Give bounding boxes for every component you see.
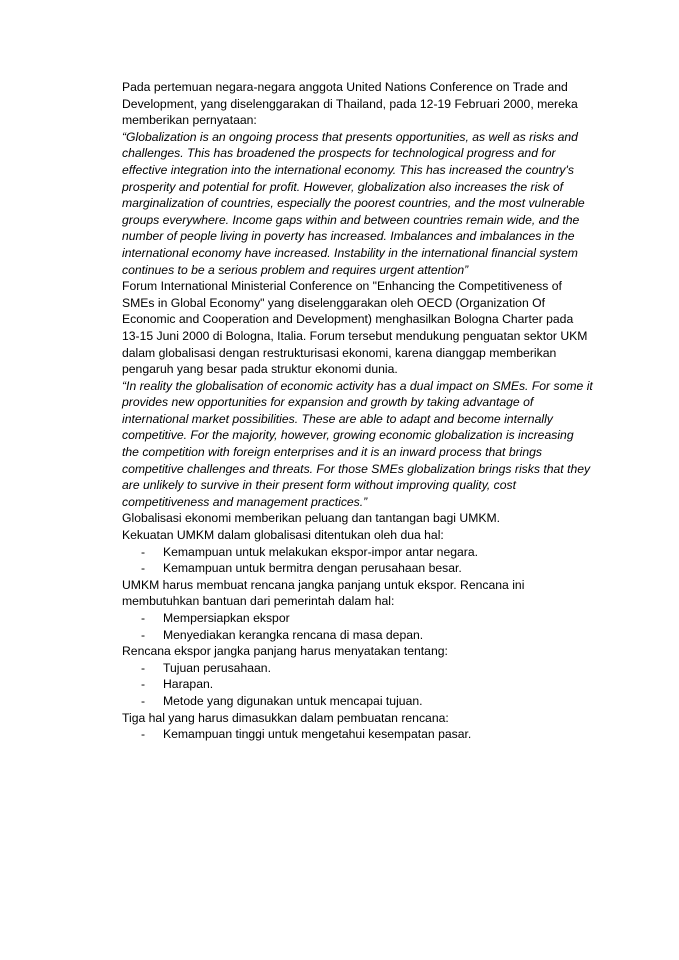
paragraph-kekuatan-umkm: Kekuatan UMKM dalam globalisasi ditentukan oleh dua hal: — [122, 528, 444, 543]
list-item — [122, 560, 593, 577]
paragraph-oecd-bologna: Forum International Ministerial Conference on "Enhancing the Competitiveness of SMEs in Global Economy" yang diselenggarakan oleh OECD (Organization Of Economic and Cooperation and Development) menghasilkan Bologna Charter pada 13-15 Juni 2000 di Bologna, Italia. Forum tersebut mendukung penguatan sektor UKM dalam globalisasi dengan restrukturisasi ekonomi, karena dianggap memberikan pengaruh yang besar pada struktur ekonomi dunia. — [122, 279, 588, 377]
list-item-text: Kemampuan untuk bermitra dengan perusahaan besar. — [163, 561, 462, 576]
list-item-text: Menyediakan kerangka rencana di masa depan. — [163, 627, 424, 642]
hyphen-bullet: - — [141, 611, 146, 625]
list-item-text: Harapan. — [163, 677, 214, 692]
list-item — [122, 726, 593, 743]
list-item — [122, 610, 593, 627]
hyphen-bullet: - — [141, 727, 146, 742]
hyphen-bullet: - — [141, 561, 146, 576]
hyphen-bullet: - — [141, 627, 146, 642]
quote-unctad-statement: “Globalization is an ongoing process that presents opportunities, as well as risks and challenges. This has broadened the prospects for technological progress and for effective integration into the international economy. This has increased the country's prosperity and potential for profit. However, globalization also increases the risk of marginalization of countries, especially the poorest countries, and the most vulnerable groups everywhere. Income gaps within and between countries remain wide, and the number of people living in poverty has increased. Imbalances and imbalances in the international economy have increased. Instability in the international financial system continues to be a serious problem and requires urgent attention” — [122, 129, 585, 277]
paragraph-tiga-hal: Tiga hal yang harus dimasukkan dalam pembuatan rencana: — [122, 710, 449, 725]
quote-bologna-charter: “In reality the globalisation of economic activity has a dual impact on SMEs. For some it provides new opportunities for expansion and growth by taking advantage of international market possibilities. These are able to adapt and become internally competitive. For the majority, however, growing economic globalization is increasing the competition with foreign enterprises and it is an inward process that brings competitive challenges and threats. For those SMEs globalization brings risks that they are unlikely to survive in their present form without improving quality, cost competitiveness and management practices.” — [122, 378, 593, 509]
list-item — [122, 660, 593, 677]
paragraph-rencana-jangka-panjang: UMKM harus membuat rencana jangka panjang untuk ekspor. Rencana ini membutuhkan bantuan dari pemerintah dalam hal: — [122, 577, 525, 609]
list-item — [122, 693, 593, 710]
document-content — [122, 79, 593, 743]
section-tiga-hal — [122, 710, 593, 743]
hyphen-bullet: - — [141, 660, 146, 675]
section-rencana-ekspor — [122, 643, 593, 709]
list-item — [122, 627, 593, 644]
list-item-text: Tujuan perusahaan. — [163, 660, 271, 675]
section-rencana-jangka-panjang — [122, 577, 593, 643]
list-item — [122, 544, 593, 561]
list-item-text: Kemampuan untuk melakukan ekspor-impor antar negara. — [163, 544, 479, 559]
paragraph-rencana-ekspor: Rencana ekspor jangka panjang harus menyatakan tentang: — [122, 644, 448, 659]
list-item-text: Mempersiapkan ekspor — [163, 611, 290, 625]
list-item-text: Kemampuan tinggi untuk mengetahui kesempatan pasar. — [163, 727, 472, 742]
section-kekuatan-umkm — [122, 527, 593, 577]
list-item — [122, 676, 593, 693]
hyphen-bullet: - — [141, 693, 146, 708]
paragraph-unctad-intro: Pada pertemuan negara-negara anggota United Nations Conference on Trade and Development, yang diselenggarakan di Thailand, pada 12-19 Februari 2000, mereka memberikan pernyataan: — [122, 80, 578, 128]
hyphen-bullet: - — [141, 544, 146, 559]
paragraph-globalisasi-peluang: Globalisasi ekonomi memberikan peluang dan tantangan bagi UMKM. — [122, 511, 501, 526]
list-item-text: Metode yang digunakan untuk mencapai tujuan. — [163, 693, 423, 708]
hyphen-bullet: - — [141, 677, 146, 692]
